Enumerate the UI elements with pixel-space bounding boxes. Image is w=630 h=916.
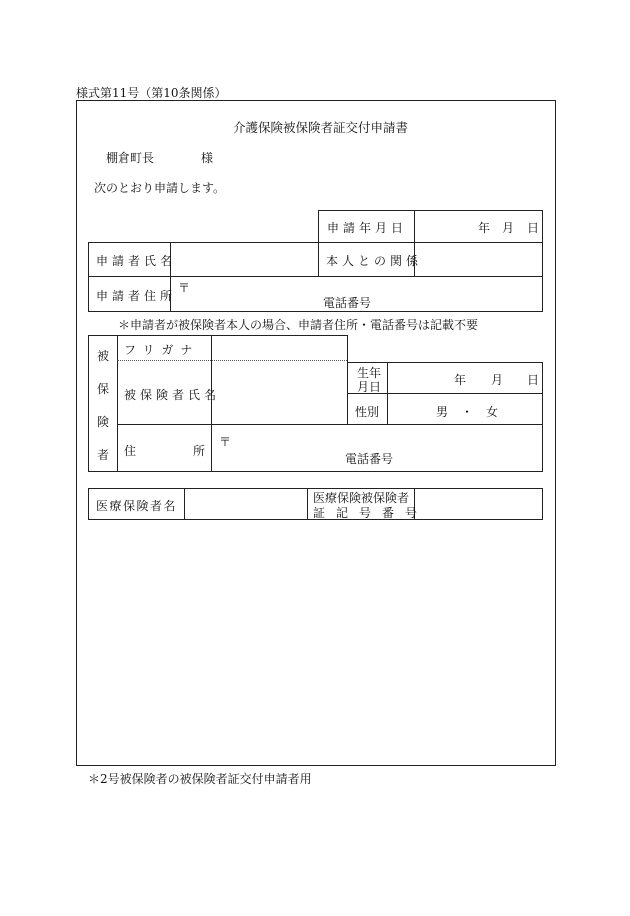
furigana-label: フリガナ — [124, 343, 200, 357]
divider — [117, 335, 118, 472]
birth-label-1: 生年 — [357, 366, 382, 380]
applicant-name-field[interactable] — [172, 244, 316, 274]
insured-address-label-2: 所 — [193, 444, 206, 458]
sex-separator: ・ — [461, 405, 474, 419]
insured-address-label-1: 住 — [124, 444, 137, 458]
divider — [414, 210, 415, 243]
application-month: 月 — [502, 221, 515, 235]
form-number: 様式第11号（第10条関係） — [76, 86, 227, 100]
insurer-name-field[interactable] — [186, 490, 305, 518]
applicant-note: ＊申請者が被保険者本人の場合、申請者住所・電話番号は記載不要 — [118, 318, 479, 332]
applicant-phone-label: 電話番号 — [323, 296, 372, 310]
applicant-name-label: 申請者氏名 — [96, 254, 177, 268]
relation-label: 本人との関係 — [326, 254, 423, 268]
divider — [184, 488, 185, 520]
honorific: 様 — [201, 151, 214, 165]
divider — [211, 335, 212, 472]
birth-year: 年 — [454, 373, 467, 387]
insured-name-field[interactable] — [213, 363, 345, 422]
addressee: 棚倉町長 — [106, 151, 155, 165]
application-year: 年 — [478, 221, 491, 235]
applicant-address-field[interactable] — [172, 278, 541, 310]
sex-female[interactable]: 女 — [486, 405, 499, 419]
divider — [347, 362, 543, 363]
divider — [542, 362, 543, 472]
postal-mark-icon: 〒 — [219, 435, 232, 449]
applicant-address-label: 申請者住所 — [96, 289, 177, 303]
sex-label: 性別 — [355, 405, 380, 419]
insured-side-char: 保 — [97, 382, 110, 396]
divider — [318, 242, 319, 276]
insured-address-field[interactable] — [213, 426, 541, 470]
furigana-field[interactable] — [213, 337, 345, 358]
form-title: 介護保険被保険者証交付申請書 — [233, 120, 409, 135]
insured-side-char: 者 — [97, 448, 110, 462]
footer-note: ＊2号被保険者の被保険者証交付申請者用 — [88, 772, 312, 786]
birth-day: 日 — [527, 373, 540, 387]
cert-number-label-2: 証記号番号 — [313, 506, 429, 520]
divider — [88, 335, 89, 472]
cert-number-field[interactable] — [416, 490, 541, 518]
divider — [347, 335, 348, 362]
cert-number-label-1: 医療保険被保険者 — [313, 491, 410, 505]
insured-phone-label: 電話番号 — [345, 452, 394, 466]
dotted-divider — [117, 360, 347, 361]
birth-label-2: 月日 — [357, 380, 382, 394]
postal-mark-icon: 〒 — [178, 281, 191, 295]
insured-side-char: 険 — [97, 415, 110, 429]
application-day: 日 — [527, 221, 540, 235]
sex-male[interactable]: 男 — [436, 405, 449, 419]
relation-field[interactable] — [416, 244, 541, 274]
insured-name-label: 被保険者氏名 — [124, 388, 221, 402]
divider — [88, 471, 543, 472]
insurer-name-label: 医療保険者名 — [96, 499, 178, 513]
insured-side-char: 被 — [97, 349, 110, 363]
divider — [88, 276, 543, 277]
divider — [88, 335, 348, 336]
application-date-label: 申請年月日 — [327, 221, 408, 235]
birth-month: 月 — [491, 373, 504, 387]
divider — [117, 424, 543, 425]
divider — [307, 488, 308, 520]
intro-text: 次のとおり申請します。 — [94, 181, 226, 195]
